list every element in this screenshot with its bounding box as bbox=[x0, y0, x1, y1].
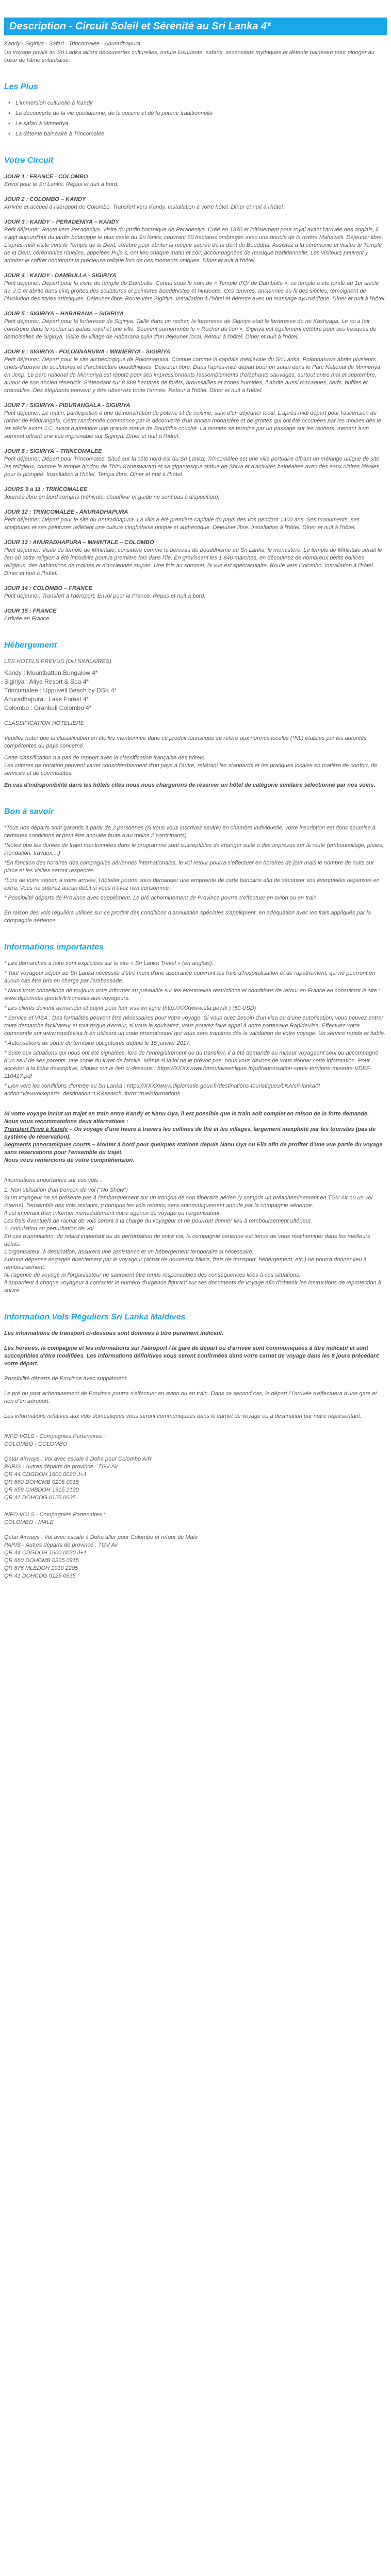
day-title: JOUR 6 : SIGIRIYA - POLONNARUWA - MINNERIYA - SIGIRIYA bbox=[4, 349, 171, 355]
day-text: Petit déjeuner. Départ pour le site archéologique de Polonnaruwa. Connue comme la capitale médiévale du Sri Lanka, Polonnaruwa abrite plusieurs chefs-d'œuvre de sculptures et d'architecture bouddhiques. Déjeuner libre. Dans l'après-midi départ pour un safari dans le Parc National de Minneriya en Jeep. Le parc national de Minneriya est réputé pour ses impressionnants rassemblements d'éléphants sauvages, surtout entre mai et septembre, autour de son ancien réservoir. S'étendant sur 8 889 hectares de forêts, broussailles et zones humides, il abrite aussi macaques, cerfs, buffles et crocodiles. Des éléphants peuvent y être observés toute l'année. Retour à l'hôtel. Dîner et nuit à l'hôtel. bbox=[4, 357, 381, 394]
day-title: JOUR 3 : KANDY – PERADENIYA – KANDY bbox=[4, 219, 119, 225]
info-text: *En fonction des horaires des compagnies aériennes internationales, le vol retour pourra s'effectuer en horaires de jour mais le nombre de nuits sur place et les visites seront respectés. bbox=[4, 860, 374, 874]
info-text: * Les démarches à faire sont expliciées sur le site « Sri Lanka Travel » (en anglais). bbox=[4, 960, 214, 967]
train-option bbox=[4, 1141, 387, 1157]
day-block bbox=[4, 196, 387, 211]
info-text: * Service et VISA : Des formalités peuvent être nécessaires pour votre voyage. Si vous avez besoin d'un visa ou d'une autorisation, vous pouvez entrer toute demarche facilitateur et tout risque d'erreur, si vous le souhaitez, vous pouvez faire appel à notre partenaire RapideVisa. Effectuez votre commande sur www.rapidevisa.fr en utilisant un code promotionnel qui vous sera transmis dès la validation de votre voyage. Un service rapide et fiable. bbox=[4, 1015, 386, 1037]
infos-heading: Informations importantes bbox=[4, 943, 104, 952]
hotel-item: Anuradhapura : Lake Forest 4* bbox=[4, 696, 89, 703]
route-text: Kandy - Sigiriya - Safari - Trincomalee - Anuradhapura bbox=[4, 41, 141, 47]
info-text: * Autorisations de sortie du territoire obligatoires depuis le 15 janvier 2017. bbox=[4, 1040, 191, 1046]
day-block bbox=[4, 448, 387, 479]
day-title: JOUR 7 : SIGIRIYA - PIDURANGALA - SIGIRIYA bbox=[4, 402, 131, 409]
train-text: Nous vous recommandons deux alternatives : bbox=[4, 1118, 128, 1125]
flight-line: QR 660 DOHCMB 0205 0915 bbox=[4, 1557, 79, 1564]
day-block bbox=[4, 218, 387, 265]
vols-text: Possibilité départs de Province avec supplément. bbox=[4, 1376, 128, 1382]
day-text: Arrivée et accueil à l'aéroport de Colombo. Transfert vers Kandy. Installation à votre hôtel. Dîner et nuit à l'hôtel. bbox=[4, 204, 285, 210]
classification-text: Cette classification n'a pas de rapport avec la classification française des hôtels. bbox=[4, 755, 206, 761]
day-block bbox=[4, 607, 387, 623]
hebergement-heading: Hébergement bbox=[4, 641, 57, 650]
vols-intro: Les informations de transport ci-dessous sont données à titre purement indicatif. bbox=[4, 1330, 224, 1336]
day-title: JOUR 14 : COLOMBO – FRANCE bbox=[4, 585, 93, 591]
vols-info-route: COLOMBO - COLOMBO bbox=[4, 1441, 68, 1447]
vols-info-title: INFO VOLS - Compagnies Partenaires : bbox=[4, 1433, 105, 1439]
flights-info-text: 2. Annulation ou perturbation de vol bbox=[4, 1226, 94, 1232]
flights-info-text: Aucune dépense engagée directement par le voyageur (achat de nouveaux billets, frais de transport, hébergement, etc.) ne pourra donner lieu à remboursement. bbox=[4, 1257, 367, 1270]
train-text: Si votre voyage inclut un trajet en train entre Kandy et Nanu Oya, il est possible que le train soit complet en raison de la forte demande. bbox=[4, 1111, 369, 1117]
bon-a-savoir-heading: Bon à savoir bbox=[4, 807, 54, 816]
info-text: * Suite aux situations qui nous ont été signalées, lors de l'enregistrement ou du transfert, il a été demandé au mineur voyageant seul ou accompagné d'un seul de ses parents, une copie du livret de famille. Même si la loi ne le prévoit pas, nous vous devons de vous donner cette information. Pour accéder à la fiche descriptive, cliquez sur le lien ci-dessous : https://XXXXwww.formulaireenligne.fr/pdf/autorisation-sortie-territoire-mineurs-VDEF-110417.pdf bbox=[4, 1050, 379, 1079]
day-title: JOUR 15 : FRANCE bbox=[4, 608, 57, 614]
hotel-item: Trincomalee : Uppuveli Beach by DSK 4* bbox=[4, 687, 117, 694]
flight-line: QR 659 CMBDOH 1915 2130 bbox=[4, 1487, 79, 1493]
day-title: JOUR 5 : SIGIRIYA – HABARANA – SIGIRIYA bbox=[4, 311, 124, 317]
train-block bbox=[4, 1110, 387, 1164]
flight-line: QR 41 DOHCDG 0125 0635 bbox=[4, 1573, 76, 1579]
flight-line: QR 676 MLEDOH 1910 2205 bbox=[4, 1565, 78, 1571]
flight-line: QR 41 DOHCDG 0125 0635 bbox=[4, 1495, 76, 1501]
hotel-item: Colombo : Granbell Colombo 4* bbox=[4, 704, 92, 711]
vols-text: Les horaires, la compagnie et les informations sur l'aéroport / la gare de départ ou d'arrivée sont communiquées à titre indicatif et sont susceptibles d'être modifiées. Les informations définitives vous seront confirmées dans votre carnet de voyage dans les 8 jours précédant votre départ. bbox=[4, 1345, 379, 1367]
flight-line: PARIS - Autres départs de province : TGV Air bbox=[4, 1542, 118, 1548]
option-label: Transfert Privé à Kandy bbox=[4, 1126, 68, 1132]
classification-heading: CLASSIFICATION HÔTELIÈRE bbox=[4, 720, 85, 726]
train-option bbox=[4, 1126, 387, 1141]
info-text: * Possibilité départs de Province avec supplément. Le pré acheminement de Province pourra s'effectuer en avion ou en train. bbox=[4, 895, 318, 901]
vols-info-route: COLOMBO - MALE bbox=[4, 1519, 54, 1526]
day-title: JOUR 4 : KANDY - DAMBULLA - SIGIRIYA bbox=[4, 273, 117, 279]
classification-text: Veuillez noter que la classification en étoiles mentionnée dans ce produit touristique se réfère aux normes locales (*NL) établies par les autorités compétentes du pays concerné. bbox=[4, 735, 367, 749]
page bbox=[0, 18, 391, 1598]
classification-block bbox=[4, 720, 387, 789]
day-title: JOUR 2 : COLOMBO – KANDY bbox=[4, 196, 86, 202]
vols-text: Les informations relatives aux vols domestiques vous seront communiquées dans le carnet de voyage ou à destination par notre représentant. bbox=[4, 1413, 362, 1419]
info-text: * Tout voyageur séjour au Sri Lanka nécessite d'être muni d'une assurance couvrant les frais d'hospitalisation et de rapatriement, qui ne pourront en aucun cas être pris en charge par l'ambassade. bbox=[4, 970, 376, 984]
day-block bbox=[4, 173, 387, 189]
day-block bbox=[4, 539, 387, 578]
infos-block bbox=[4, 960, 387, 1098]
day-text: Petit déjeuner. Départ pour la visite du temple de Dambulla. Connu sous le nom de « Temple d'Or de Dambulla », ce temple a été fondé au 1er siècle av. J.C et abrite dans cinq grottes des sculptures et peintures bouddhistes et hindoues. Ces œuvres, anciennes au fil des siècles, témoignent de l'évolution des styles artistiques. Déjeuner libre. Route vers Sigiriya. Installation à l'hôtel et détente avec un massage ayurvédique. Dîner et nuit à l'hôtel. bbox=[4, 280, 386, 302]
info-text: * Nous vous conseillons de toujours vous informer au préalable sur les éventuelles restrictions et conditions de retour en France en consultant le site : www.diplomatie.gouv.fr/fr/conseils-aux-voyageurs. bbox=[4, 988, 380, 1002]
circuit-days bbox=[4, 173, 387, 623]
hotels-block bbox=[4, 658, 387, 713]
intro-text: Un voyage privilé au Sri Lanka alliant découvertes culturelles, nature luxuriante, safaris, ascensions mythiques et détente balnéaire pour plonger au cœur de l'âme srilankaise. bbox=[4, 49, 374, 63]
flights-info-text: En cas d'annulation, de retard important ou de perturbation de votre vol, la compagnie aérienne est tenue de vous réacheminer dans les meilleurs délais. bbox=[4, 1233, 370, 1247]
day-title: JOUR 13 : ANURADHAPURA – MIHINTALE – COLOMBO bbox=[4, 539, 154, 546]
day-title: JOUR 8 : SIGIRIYA – TRINCOMALEE bbox=[4, 448, 102, 454]
option-label: Segments panoramiques courts bbox=[4, 1142, 91, 1148]
day-title: JOURS 9 à 11 : TRINCOMALEE bbox=[4, 486, 88, 493]
flight-line: QR 660 DOHCMB 0205 0915 bbox=[4, 1479, 79, 1485]
day-text: Petit déjeuner. Départ pour la forteresse de Sigiriya. Taillé dans un rocher, la forteresse de Sigiriya était la forteresse du roi Kashyapa. Le roi a fait construire dans le rocher un palais royal et une ville. Souvent surnommée le « Rocher du lion », Sigiriya est également célèbre pour ses fresques de demoiselles de Sigiriya. Visite du village de Habarana suivi d'un déjeuner local. Retour à l'hôtel. Dîner et nuit à l'hôtel. bbox=[4, 318, 377, 340]
plus-list bbox=[8, 99, 387, 138]
plus-heading: Les Plus bbox=[4, 82, 38, 91]
flights-info-block bbox=[4, 1177, 387, 1295]
info-text: * Les clients doivent demander et payer pour leur visa en ligne (http://XXXwww.eta.gov.lk ) (50 USD) bbox=[4, 1005, 256, 1011]
plus-item: • La détente balnéaire à Trincomalee bbox=[8, 130, 387, 138]
flights-info-text: Les frais éventuels de rachat de vols seront à la charge du voyageur et ne pourront donner lieu à remboursement ultérieur. bbox=[4, 1218, 312, 1224]
bon-a-savoir-block bbox=[4, 824, 387, 925]
day-text: Envol pour le Sri Lanka. Repas et nuit à bord. bbox=[4, 181, 119, 188]
day-block bbox=[4, 310, 387, 341]
flight-line: Qatar Airways : Vol avec escale à Doha pour Colombo A/R bbox=[4, 1456, 152, 1462]
plus-item: • La découverte de la vie quotidienne, de la cuisine et de la poterie traditionnelle bbox=[8, 110, 387, 117]
flights-info-text: Il est impératif d'en informer immédiatement votre agence de voyage ou l'organisateur. bbox=[4, 1210, 221, 1216]
flights-info-text: L'organisateur, à destination, assurera une assistance et un hébergement temporaire si nécessaire. bbox=[4, 1249, 254, 1255]
flights-info-text: Ni l'agence de voyage ni l'organisateur ne sauraient être tenus responsables des conséquences liées à ces situations. bbox=[4, 1272, 301, 1278]
day-block bbox=[4, 272, 387, 303]
day-block bbox=[4, 585, 387, 600]
info-text: *Lors de votre séjour, à votre arrivée, l'hôtelier pourra vous demander une empreinte de carte bancaire afin de sécuriser vos éventuelles dépenses en extra. Vous ne subirez aucun débit si vous n'avez rien consommé. bbox=[4, 877, 380, 891]
info-text: * Lien vers les conditions d'entrée au Sri Lanka : https://XXXXwww.diplomatie.gouv.fr/destinations-touristiques/LKA/sri-lanka/?action=viewvoiseparts_destination=LK&search_form=trueinformations bbox=[4, 1083, 320, 1097]
day-block bbox=[4, 486, 387, 501]
flights-info-text: Il appartient à chaque voyageur à contacter le numéro d'urgence figurant sur ses documents de voyage afin d'obtenir les instructions de reprotection à suivre. bbox=[4, 1280, 381, 1294]
flight-line: Qatar Airways : Vol avec escale à Doha aller pour Colombo et retour de Male bbox=[4, 1534, 198, 1540]
day-text: Journée libre en bord compris (véhicule, chauffeur et guide ne sont pas à disposition). bbox=[4, 494, 220, 500]
vols-heading: Information Vols Réguliers Sri Lanka Maldives bbox=[4, 1313, 186, 1321]
flights-info-text: Si un voyageur ne se présente pas à l'embarquement sur un tronçon de son itinéraire aérien (y compris un préacheminement en TGV Air ou un vol interne), l'ensemble des vols restants, y compris les vols retours, sera automatiquement annulé par la compagnie aérienne. bbox=[4, 1195, 373, 1209]
day-text: Arrivée en France bbox=[4, 616, 50, 622]
flights-info-heading: Informations importantes sur vos vols : bbox=[4, 1177, 102, 1183]
option-text: – Un voyage d'une heure à travers les collines de thé et les villages, largement inexploité par les touristes (pas de système de réservation). bbox=[4, 1126, 376, 1140]
info-text: *Notez que les durées de trajet mentionnées dans le programme sont susceptibles de changer suite à des imprévus sur la route (embouteillage, pluies, inondation, travaux,...) bbox=[4, 842, 384, 856]
hotels-subheading: LES HOTELS PRÉVUS (OU SIMILAIRES) bbox=[4, 658, 111, 665]
info-text: *Tous nos départs sont garantis à partir de 2 personnes (si vous vous inscrivez seul(e) en chambre individuelle, votre inscription est donc soumise à certaines conditions et peut être annulée faute d'au moins 2 participants) bbox=[4, 825, 376, 839]
circuit-heading: Votre Circuit bbox=[4, 156, 54, 165]
vols-info-title: INFO VOLS - Compagnies Partenaires : bbox=[4, 1512, 105, 1518]
plus-item: • Le safari à Minneriya bbox=[8, 120, 387, 128]
intro-section bbox=[4, 40, 387, 64]
flights-info-text: 1. Non utilisation d'un tronçon de vol ("No Show") bbox=[4, 1187, 128, 1193]
day-text: Petit déjeuner. Le matin, participation à une démonstration de poterie et de cuisine, suivi d'un déjeuner local. L'après-midi départ pour l'ascension du rocher de Pidurangala. Cette randonnée commence par le découverte d'un ancien monastère et de grottes qui ont été occupées par les moines dès le Ier siècle avant J.C, avant d'atteindre une grande statue de Bouddha couché. La montée se termine par un passage sur les rochers, menant à un sommet offrant une vue imprenable sur Sigiriya. Dîner et nuit à l'hôtel. bbox=[4, 410, 381, 439]
classification-text: Les critères de notation peuvent varier considérablement d'un pays à l'autre, reflétant les standards et les pratiques locales en matière de confort, de services et de commodités. bbox=[4, 762, 378, 776]
plus-item: • L'immersion culturelle à Kandy bbox=[8, 99, 387, 107]
vols-block bbox=[4, 1330, 387, 1580]
day-block bbox=[4, 348, 387, 395]
vols-text: Le pré ou post acheminement de Province pourra s'effectuer en avion ou en train. Dans ce second cas, le départ / l'arrivée s'effectuera d'une gare et non d'un aéroport. bbox=[4, 1391, 377, 1404]
day-text: Petit déjeuner. Transfert à l'aéroport. Envol pour la France. Repas et nuit à bord. bbox=[4, 593, 206, 599]
hotel-item: Sigiriya : Aliya Resort & Spa 4* bbox=[4, 678, 89, 685]
day-text: Petit déjeuner. Visite du temple de Mihintale, considéré comme le berceau du bouddhisme au Sri Lanka, le monastère. Le temple de Mihintale serait le lieu où cette religion a été introduite pour la première fois dans l'île. En gravissant les 1 840 marches, en découvrez de nombreux petits édifices religieux, des habitations de moines et d'anciennes stupas. Une fois au sommet, la vue est spectaculaire. Route vers Colombo. Installation à l'hôtel. Dîner et nuit à l'hôtel. bbox=[4, 547, 382, 577]
classification-note: En cas d'indisponibilité dans les hôtels cités nous nous chargerons de réserver un hôtel de catégorie similaire sélectionné par nos soins. bbox=[4, 782, 376, 788]
day-text: Petit déjeuner. Départ pour le site du Anuradhapura. La ville a été première capitale du pays des vos pendant 1400 ans. Ses monuments, ses sculptures et ses peintures reflètent une culture cinghalaise unique et authentique. Déjeuner libre. Installation à l'hôtel. Dîner et nuit à l'hôtel. bbox=[4, 517, 360, 531]
day-title: JOUR 12 : TRINCOMALEE - ANURADHAPURA bbox=[4, 509, 128, 515]
day-text: Petit déjeuner. Départ pour Trincomalee. Situé sur la côte nord-est du Sri Lanka, Trincomalee est une ville portuaire offrant un mélange unique de site les religieux, comme le temple hindou de Thiru Koneswaram et sa gigantesque statue de Shiva et d'activités balnéaires avec des eaux claires idéales pour la plongée. Installation à l'hôtel. Temps libre. Dîner et nuit à l'hôtel. bbox=[4, 456, 380, 478]
day-title: JOUR 1 : FRANCE - COLOMBO bbox=[4, 174, 88, 180]
flight-line: QR 44 CDGDOH 1600 0020 J+1 bbox=[4, 1471, 87, 1478]
day-text: Petit déjeuner. Route vers Peradeniya. Visite du jardin botanique de Peradeniya. Créé en 1370 et initialement pour royal avant l'arrivée des anglais, il s'agit aujourd'hui du jardin botanique le plus vaste du Sri lanka, couvrant 60 hectares ombragés avec une boucle de la rivière Mahaweli. Déjeuner libre. L'après-midi visite vers le Temple de la Dent, célèbre pour abriter la relique sacrée de la dent du Bouddha. Assistez à la cérémonie et visitez le Temple de la Dent, cérémonies rituelles, appelées Puja s, ont lieu chaque matin et soir, accompagnées de musique traditionnelle. Les visiteurs peuvent y admirer le coffret contenant la précieuse relique lors de ces moments uniques. Dîner et nuit à l'hôtel. bbox=[4, 227, 383, 264]
info-text: En raison des vols réguliers utilisés sur ce produit des conditions d'annulation spéciales s'appliquent, en adéquation avec les frais appliqués par la compagnie aérienne. bbox=[4, 910, 371, 924]
page-title: Description - Circuit Soleil et Sérénité au Sri Lanka 4* bbox=[4, 18, 387, 35]
train-text: Nous vous remercions de votre compréhension. bbox=[4, 1157, 135, 1163]
option-text: – Monter à bord pour quelques stations depuis Nanu Oya ou Ella afin de profiter d'une vue partie du voyage sans réservations pour l'ensemble du trajet. bbox=[4, 1142, 383, 1156]
flight-line: PARIS - Autres départs de province : TGV Air bbox=[4, 1464, 118, 1470]
flight-line: QR 44 CDGDOH 1600 0020 J+1 bbox=[4, 1550, 87, 1556]
hotel-item: Kandy : Mountbatten Bungalow 4* bbox=[4, 669, 98, 676]
day-block bbox=[4, 509, 387, 532]
day-block bbox=[4, 402, 387, 440]
